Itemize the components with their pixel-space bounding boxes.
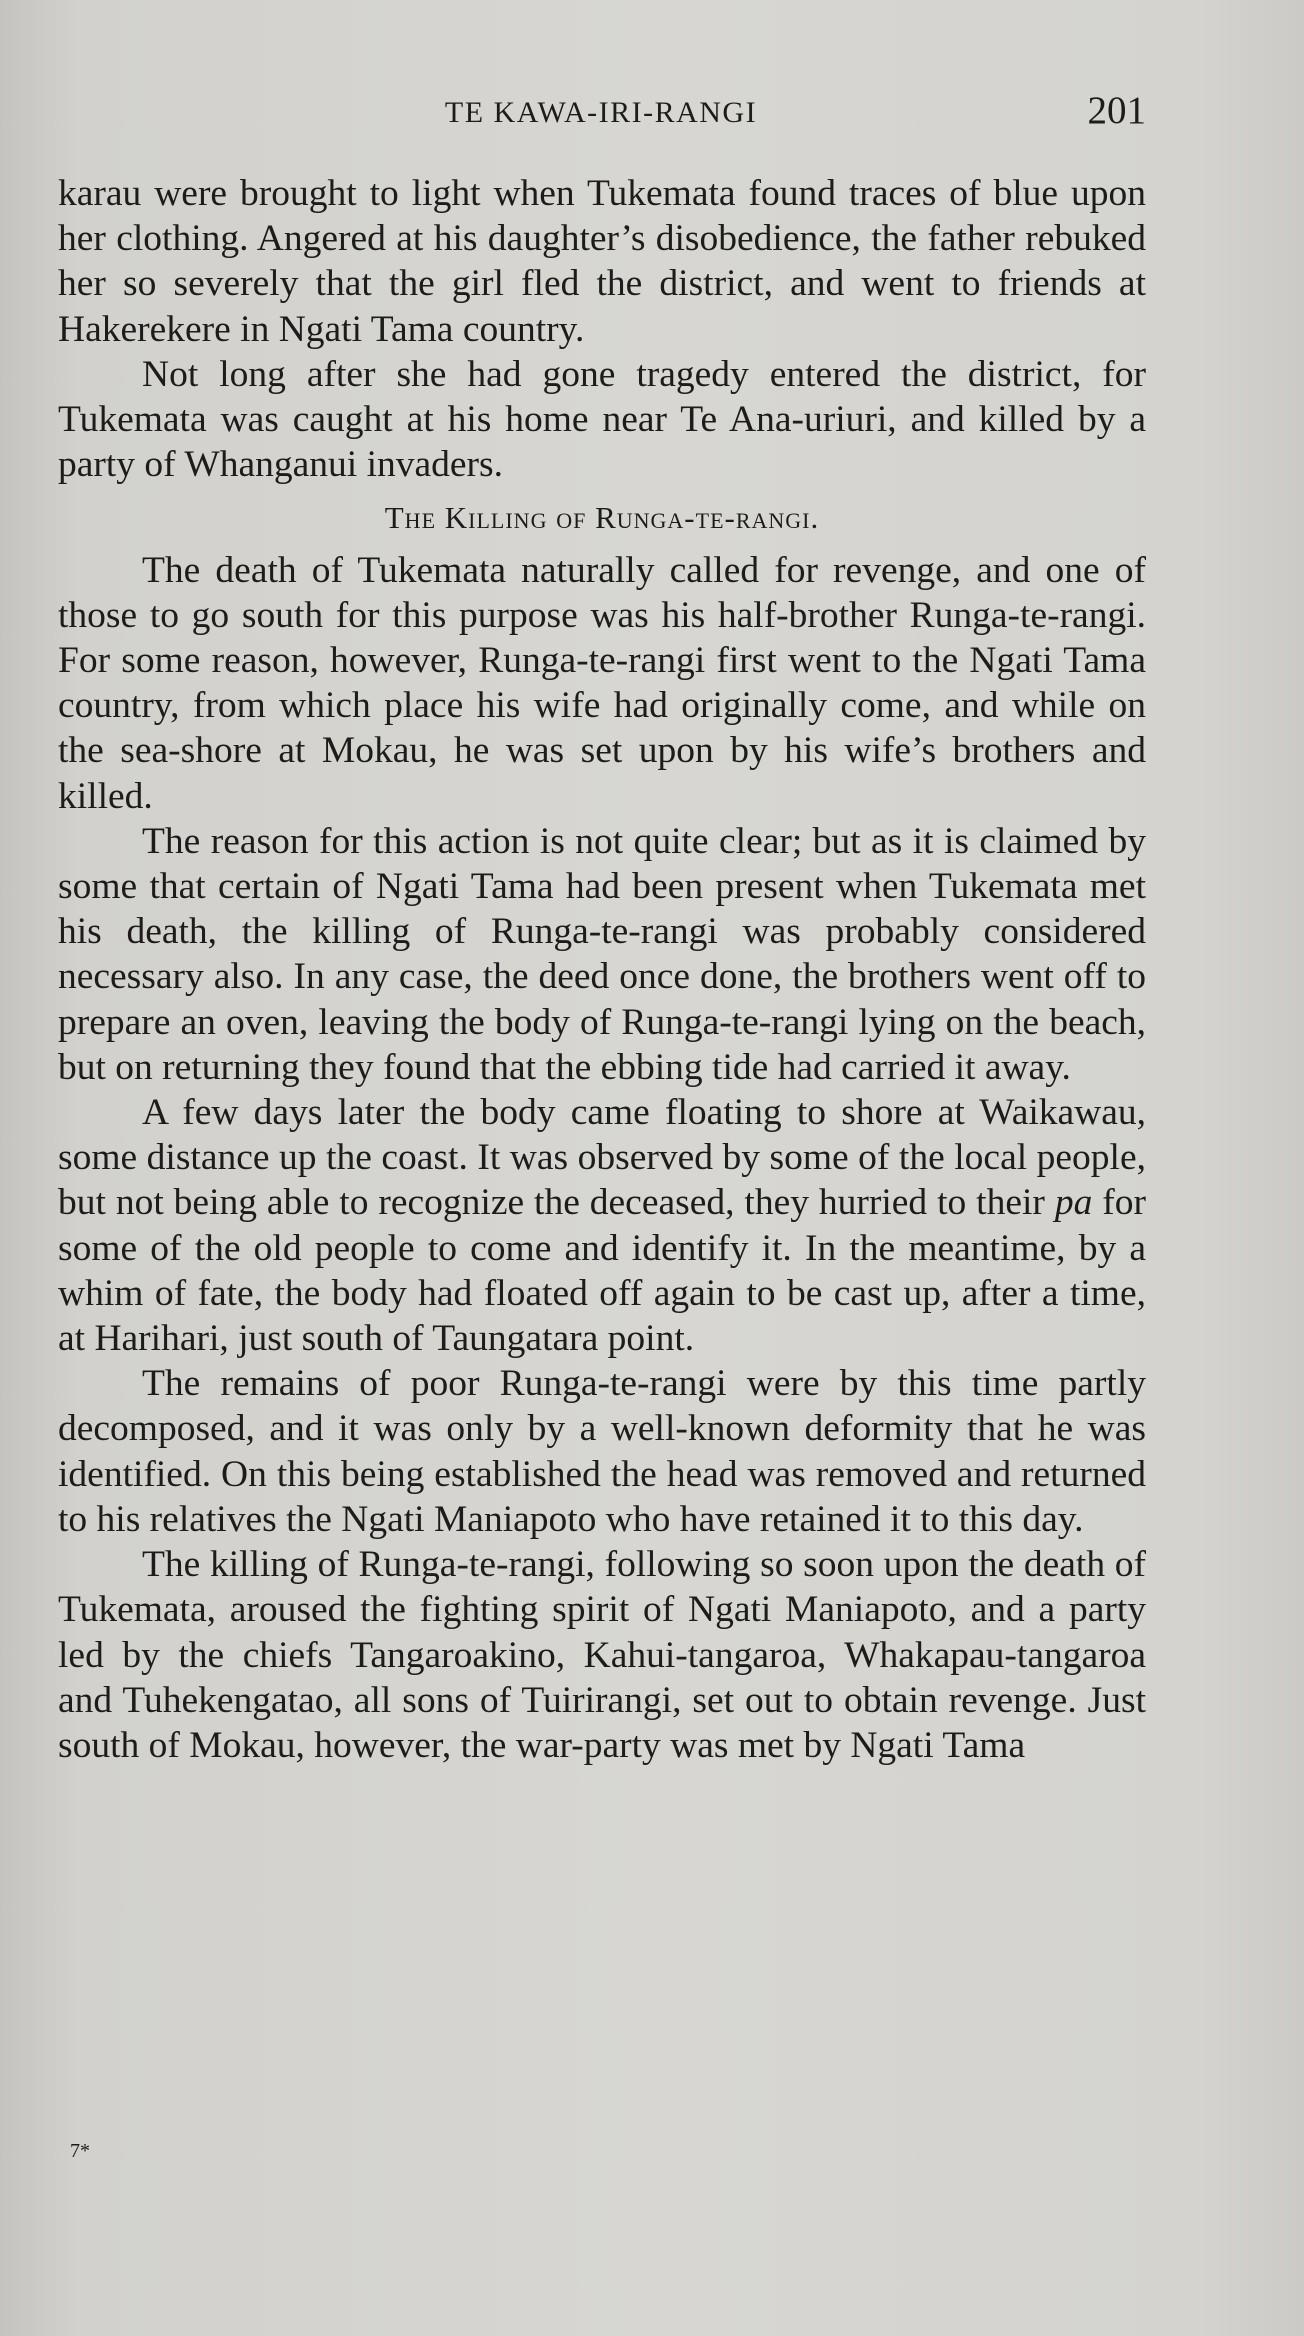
body-text: [58, 171, 1146, 1768]
paragraph: The killing of Runga-te-rangi, following so soon upon the death of Tukemata, aroused the fighting spirit of Ngati Maniapoto, and a party led by the chiefs Tangaroakino, Kahui-tangaroa, Whakapau-tangaroa and Tuhekengatao, all sons of Tuirirangi, set out to obtain revenge. Just south of Mokau, however, the war-party was met by Ngati Tama: [58, 1544, 1146, 1766]
paragraph: [58, 1090, 1146, 1361]
paragraph: The death of Tukemata naturally called for revenge, and one of those to go south for this purpose was his half-brother Runga-te-rangi. For some reason, however, Runga-te-rangi first went to the Ngati Tama country, from which place his wife had originally come, and while on the sea-shore at Mokau, he was set upon by his wife’s brothers and killed.: [58, 549, 1146, 817]
paragraph: The reason for this action is not quite clear; but as it is claimed by some that certain of Ngati Tama had been present when Tukemata met his death, the killing of Runga-te-rangi was probably considered necessary also. In any case, the deed once done, the brothers went off to prepare an oven, leaving the body of Runga-te-rangi lying on the beach, but on returning they found that the ebbing tide had carried it away.: [58, 820, 1146, 1088]
paragraph: The remains of poor Runga-te-rangi were by this time partly decomposed, and it was only by a well-known deformity that he was identified. On this being established the head was removed and returned to his relatives the Ngati Maniapoto who have retained it to this day.: [58, 1363, 1146, 1540]
paragraph-text: for some of the old people to come and identify it. In the meantime, by a whim of fate, the body had floated off again to be cast up, after a time, at Harihari, just south of Taungatara point.: [58, 1182, 1146, 1360]
italic-term: pa: [1054, 1182, 1093, 1224]
running-title: TE KAWA-IRI-RANGI: [444, 96, 758, 129]
page-number: 201: [1087, 89, 1146, 132]
running-head: [56, 84, 1146, 144]
paragraph: Not long after she had gone tragedy entered the district, for Tukemata was caught at his home near Te Ana-uriuri, and killed by a party of Whanganui invaders.: [58, 353, 1146, 486]
paragraph-text: A few days later the body came floating to shore at Waikawau, some distance up the coast. It was observed by some of the local people, but not being able to recognize the deceased, they hurried to their: [58, 1092, 1146, 1224]
paragraph-continuation: karau were brought to light when Tukemata found traces of blue upon her clothing. Angered at his daughter’s disobedience, the father rebuked her so severely that the girl fled the district, and went to friends at Hakerekere in Ngati Tama country.: [58, 173, 1146, 350]
section-heading: The Killing of Runga-te-rangi.: [384, 500, 820, 536]
signature-mark: 7*: [70, 2140, 90, 2162]
